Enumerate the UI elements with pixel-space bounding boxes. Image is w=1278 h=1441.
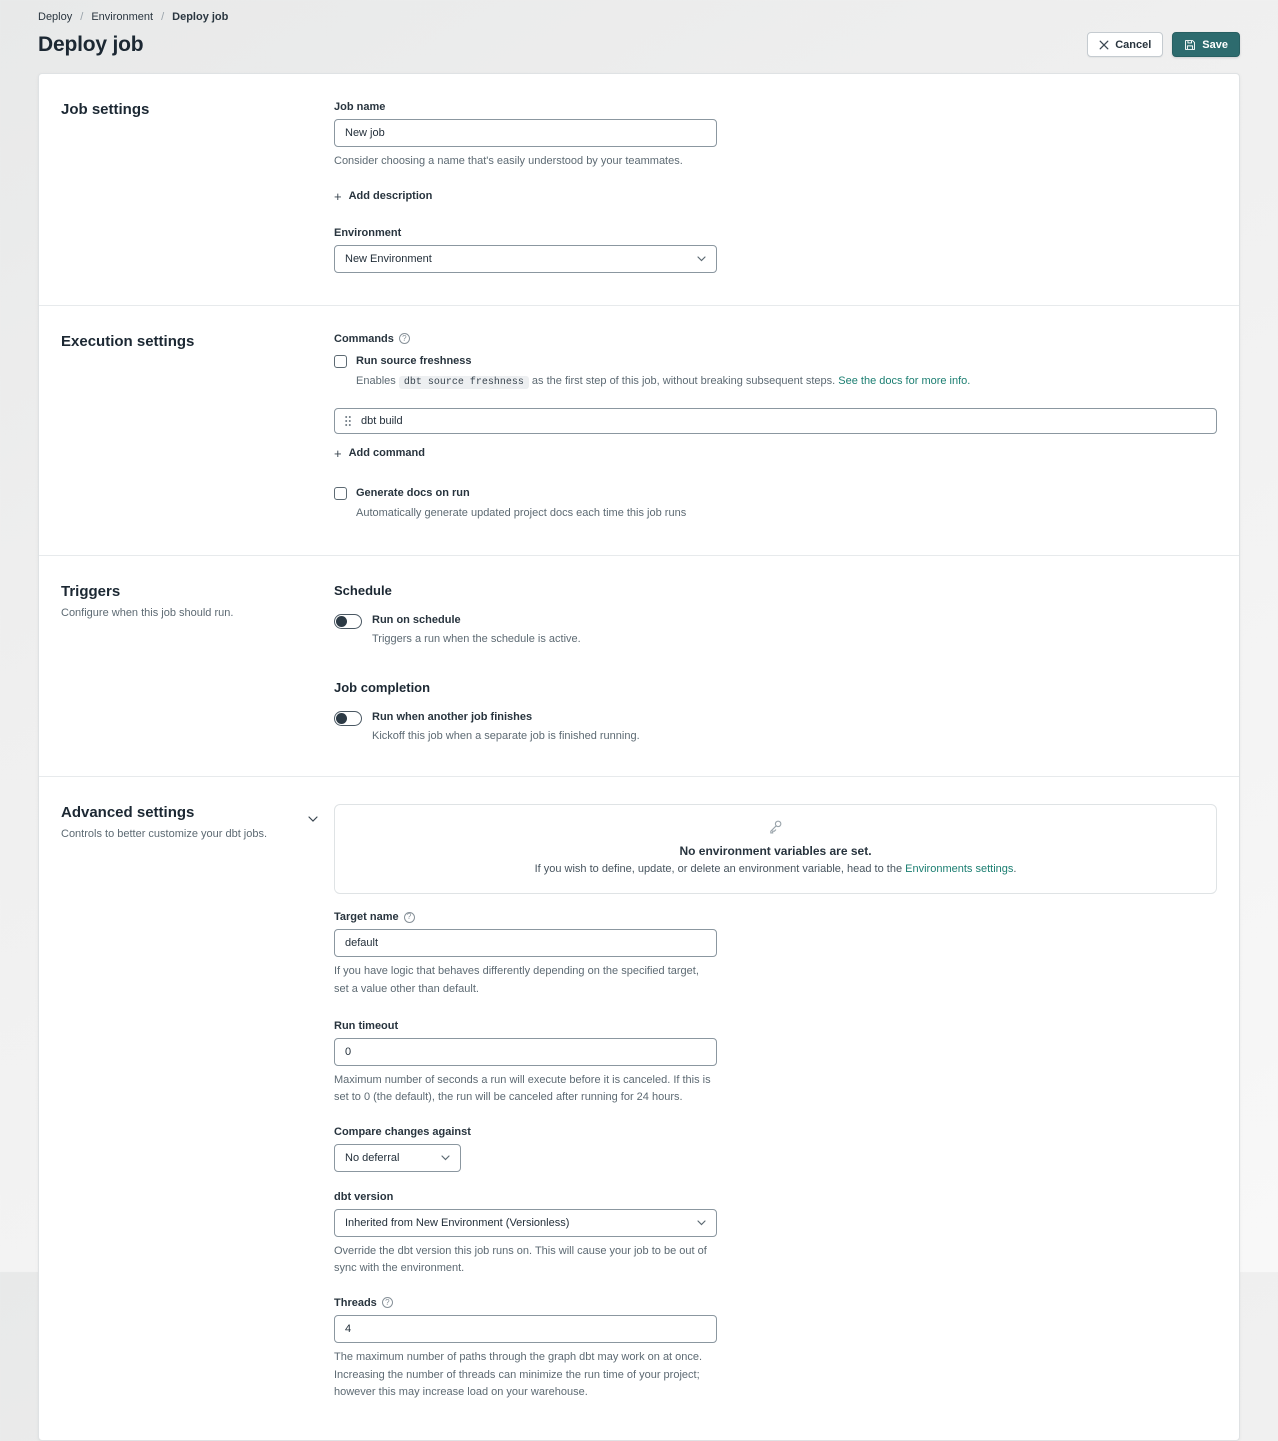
environment-select-value: New Environment <box>345 252 432 265</box>
run-source-freshness-helper <box>356 373 970 391</box>
breadcrumb-deploy-job: Deploy job <box>172 11 229 23</box>
breadcrumb-separator: / <box>80 11 84 23</box>
compare-changes-field <box>334 1126 1217 1172</box>
breadcrumb-environment[interactable]: Environment <box>91 11 154 23</box>
add-description-button[interactable] <box>334 190 432 203</box>
section-execution-settings <box>39 306 1239 556</box>
docs-link[interactable]: See the docs for more info. <box>838 374 971 387</box>
run-source-freshness-checkbox[interactable] <box>334 355 347 368</box>
section-advanced-settings <box>39 777 1239 1439</box>
target-name-helper: If you have logic that behaves differently depending on the specified target, set a value other than default. <box>334 965 699 995</box>
dbt-version-field <box>334 1191 1217 1278</box>
run-source-freshness-label[interactable]: Run source freshness <box>356 354 472 367</box>
run-timeout-field <box>334 1020 1217 1107</box>
run-timeout-label: Run timeout <box>334 1019 399 1032</box>
job-name-helper: Consider choosing a name that's easily understood by your teammates. <box>334 155 683 167</box>
add-command-label: Add command <box>348 447 425 460</box>
add-description-row <box>334 188 1217 206</box>
run-when-job-finishes-helper: Kickoff this job when a separate job is finished running. <box>372 729 640 742</box>
dbt-version-select-value: Inherited from New Environment (Versionless) <box>345 1216 570 1229</box>
environment-variables-panel <box>334 804 1217 894</box>
close-icon <box>1099 40 1109 50</box>
run-on-schedule-toggle[interactable] <box>334 614 362 629</box>
breadcrumb-separator: / <box>161 11 165 23</box>
environment-select[interactable] <box>334 245 717 273</box>
compare-changes-select-value: No deferral <box>345 1151 400 1164</box>
save-button[interactable] <box>1172 32 1240 57</box>
run-on-schedule-label[interactable]: Run on schedule <box>372 613 461 626</box>
add-command-button[interactable] <box>334 447 425 460</box>
environment-label: Environment <box>334 226 402 239</box>
help-icon[interactable]: ? <box>382 1297 393 1308</box>
drag-handle-icon[interactable] <box>344 415 352 427</box>
generate-docs-checkbox[interactable] <box>334 487 347 500</box>
cancel-button[interactable] <box>1087 32 1163 57</box>
breadcrumb-deploy[interactable]: Deploy <box>38 11 73 23</box>
generate-docs-row <box>334 486 1217 523</box>
code-chip: dbt source freshness <box>399 376 529 389</box>
job-name-field <box>334 101 1217 171</box>
commands-label <box>334 333 1217 345</box>
topbar <box>0 0 1278 73</box>
advanced-settings-description: Controls to better customize your dbt jobs. <box>61 828 268 841</box>
advanced-settings-title: Advanced settings <box>61 804 195 822</box>
generate-docs-label[interactable]: Generate docs on run <box>356 486 470 499</box>
job-completion-group <box>334 680 1217 745</box>
page-title: Deploy job <box>38 32 144 56</box>
run-when-job-finishes-label[interactable]: Run when another job finishes <box>372 710 533 723</box>
plus-icon: + <box>334 445 342 461</box>
collapse-chevron-icon[interactable] <box>308 810 318 828</box>
compare-changes-label: Compare changes against <box>334 1125 471 1138</box>
job-completion-heading: Job completion <box>334 679 431 695</box>
save-button-label: Save <box>1202 38 1228 51</box>
triggers-title: Triggers <box>61 582 121 600</box>
run-when-job-finishes-toggle[interactable] <box>334 711 362 726</box>
envvars-empty-helper <box>355 863 1196 875</box>
envvars-empty-title: No environment variables are set. <box>679 844 872 859</box>
compare-changes-select[interactable] <box>334 1144 461 1172</box>
target-name-input[interactable] <box>334 929 717 957</box>
threads-input[interactable] <box>334 1315 717 1343</box>
deploy-job-form-card <box>38 73 1240 1441</box>
threads-helper: The maximum number of paths through the graph dbt may work on at once. Increasing the number of threads can minimize the run time of your project; however this may increase load on your warehouse. <box>334 1350 703 1399</box>
help-icon[interactable]: ? <box>399 333 410 344</box>
commands-label-text: Commands <box>334 332 394 345</box>
chevron-down-icon <box>697 256 706 262</box>
job-name-label: Job name <box>334 101 386 113</box>
plus-icon: + <box>334 188 342 204</box>
section-triggers <box>39 556 1239 778</box>
threads-field <box>334 1297 1217 1402</box>
envvars-helper-suffix: . <box>1013 863 1017 876</box>
key-icon <box>768 819 783 834</box>
helper-prefix: Enables <box>356 374 396 387</box>
dbt-version-label: dbt version <box>334 1190 394 1203</box>
job-name-input[interactable] <box>334 119 717 147</box>
run-timeout-helper: Maximum number of seconds a run will execute before it is canceled. If this is set to 0 (the default), the run will be canceled after running for 24 hours. <box>334 1073 711 1104</box>
job-settings-title: Job settings <box>61 101 150 118</box>
helper-suffix: as the first step of this job, without breaking subsequent steps. <box>531 374 836 387</box>
dbt-version-helper: Override the dbt version this job runs on. This will cause your job to be out of sync with the environment. <box>334 1244 707 1275</box>
header-actions <box>1087 32 1240 57</box>
save-icon <box>1184 39 1196 51</box>
chevron-down-icon <box>441 1155 450 1161</box>
add-description-label: Add description <box>348 190 433 203</box>
envvars-helper-prefix: If you wish to define, update, or delete an environment variable, head to the <box>534 863 903 876</box>
breadcrumb <box>38 11 1240 23</box>
run-timeout-input[interactable] <box>334 1038 717 1066</box>
execution-settings-title: Execution settings <box>61 332 195 350</box>
section-job-settings <box>39 74 1239 306</box>
threads-label: Threads <box>334 1296 377 1309</box>
dbt-version-select[interactable] <box>334 1209 717 1237</box>
target-name-field <box>334 911 1217 998</box>
run-on-schedule-helper: Triggers a run when the schedule is active. <box>372 633 581 646</box>
run-source-freshness-row <box>334 354 1217 391</box>
environments-settings-link[interactable]: Environments settings <box>905 863 1014 876</box>
environment-field <box>334 227 1217 273</box>
schedule-group <box>334 583 1217 648</box>
generate-docs-helper: Automatically generate updated project docs each time this job runs <box>356 507 687 520</box>
triggers-description: Configure when this job should run. <box>61 606 234 619</box>
chevron-down-icon <box>697 1220 706 1226</box>
command-row[interactable] <box>334 408 1217 434</box>
schedule-heading: Schedule <box>334 582 392 598</box>
help-icon[interactable]: ? <box>404 912 415 923</box>
target-name-label: Target name <box>334 911 399 924</box>
cancel-button-label: Cancel <box>1115 38 1152 51</box>
command-value: dbt build <box>361 414 403 427</box>
